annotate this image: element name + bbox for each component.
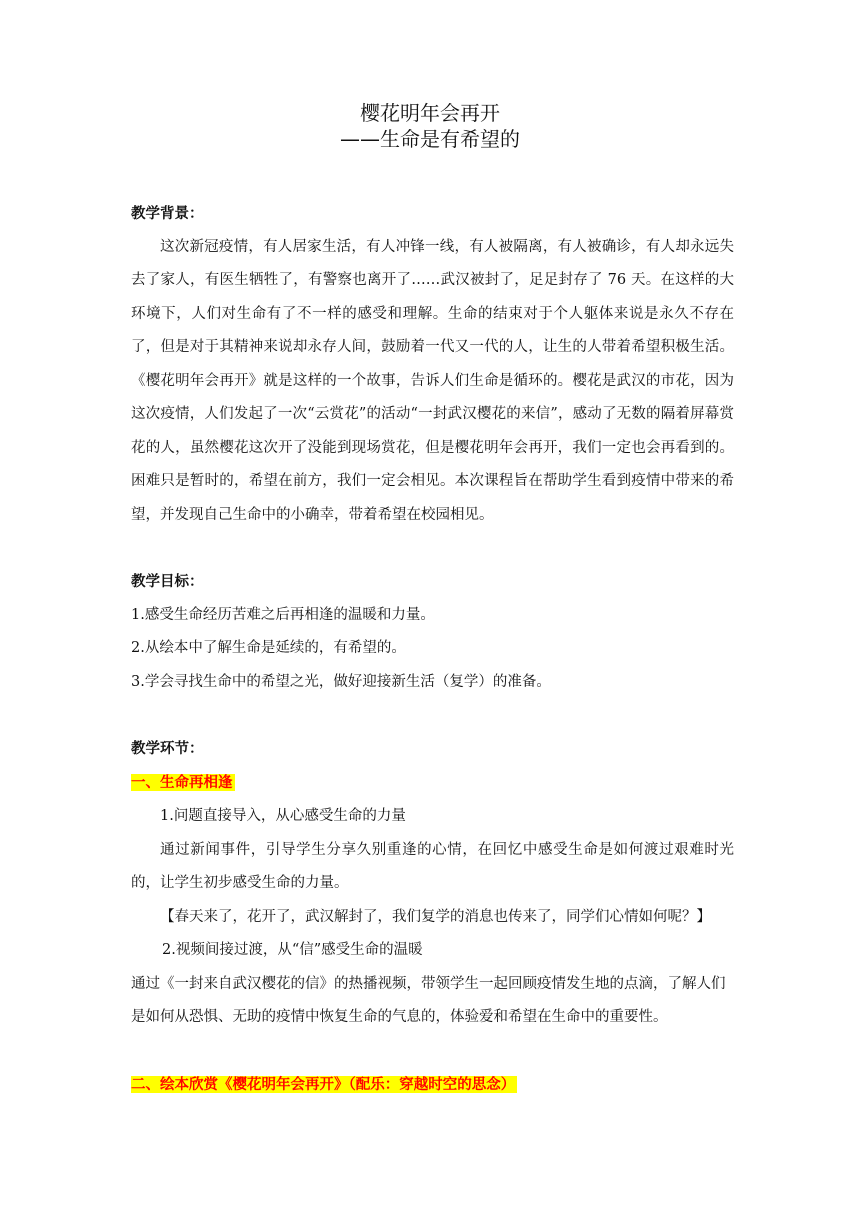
goals-heading: 教学目标： xyxy=(131,573,204,590)
section1-title-line xyxy=(131,766,734,801)
section1-sub2: 2.视频间接过渡，从“信”感受生命的温暖 xyxy=(162,942,423,958)
background-paragraph: 这次新冠疫情，有人居家生活，有人冲锋一线，有人被隔离，有人被确诊，有人却永远失去了家人，有医生牺牲了，有警察也离开了……武汉被封了，足足封存了 76 天。在这样的大环境下，人们对生命有了不一样的感受和理解。生命的结束对于个人躯体来说是永久不存在了，但是对于其精神来说却永存人间，鼓励着一代又一代的人，让生的人带着希望积极生活。《樱花明年会再开》就是这样的一个故事，告诉人们生命是循环的。樱花是武汉的市花，因为这次疫情，人们发起了一次“云赏花”的活动“一封武汉樱花的来信”，感动了无数的隔着屏幕赏花的人，虽然樱花这次开了没能到现场赏花，但是樱花明年会再开，我们一定也会再看到的。困难只是暂时的，希望在前方，我们一定会相见。本次课程旨在帮助学生看到疫情中带来的希望，并发现自己生命中的小确幸，带着希望在校园相见。 xyxy=(131,238,734,523)
document-title: 樱花明年会再开 xyxy=(360,101,500,125)
section1-title: 一、生命再相逢 xyxy=(131,773,233,791)
document-subtitle: ——生命是有希望的 xyxy=(340,127,520,151)
goal-item-3: 3.学会寻找生命中的希望之光，做好迎接新生活（复学）的准备。 xyxy=(131,673,551,690)
section2-title-line xyxy=(131,1068,734,1103)
spacer xyxy=(131,699,734,732)
document-body xyxy=(131,197,734,1102)
section1-question: 【春天来了，花开了，武汉解封了，我们复学的消息也传来了，同学们心情如何呢？】 xyxy=(160,908,711,925)
section1-sub1-text: 通过新闻事件，引导学生分享久别重逢的心情，在回忆中感受生命是如何渡过艰难时光的，让学生初步感受生命的力量。 xyxy=(131,841,734,891)
spacer xyxy=(131,1035,734,1068)
section2-title: 二、绘本欣赏《樱花明年会再开》（配乐：穿越时空的思念） xyxy=(131,1075,516,1093)
goal-item-2: 2.从绘本中了解生命是延续的，有希望的。 xyxy=(131,640,406,656)
background-heading: 教学背景： xyxy=(131,205,204,222)
section1-sub2-text: 通过《一封来自武汉樱花的信》的热播视频，带领学生一起回顾疫情发生地的点滴，了解人们是如何从恐惧、无助的疫情中恢复生命的气息的，体验爱和希望在生命中的重要性。 xyxy=(131,975,726,1025)
steps-heading: 教学环节： xyxy=(131,740,204,757)
spacer xyxy=(131,532,734,565)
goal-item-1: 1.感受生命经历苦难之后再相逢的温暖和力量。 xyxy=(131,606,435,623)
title-block xyxy=(0,100,860,152)
section1-sub1: 1.问题直接导入，从心感受生命的力量 xyxy=(160,808,406,824)
